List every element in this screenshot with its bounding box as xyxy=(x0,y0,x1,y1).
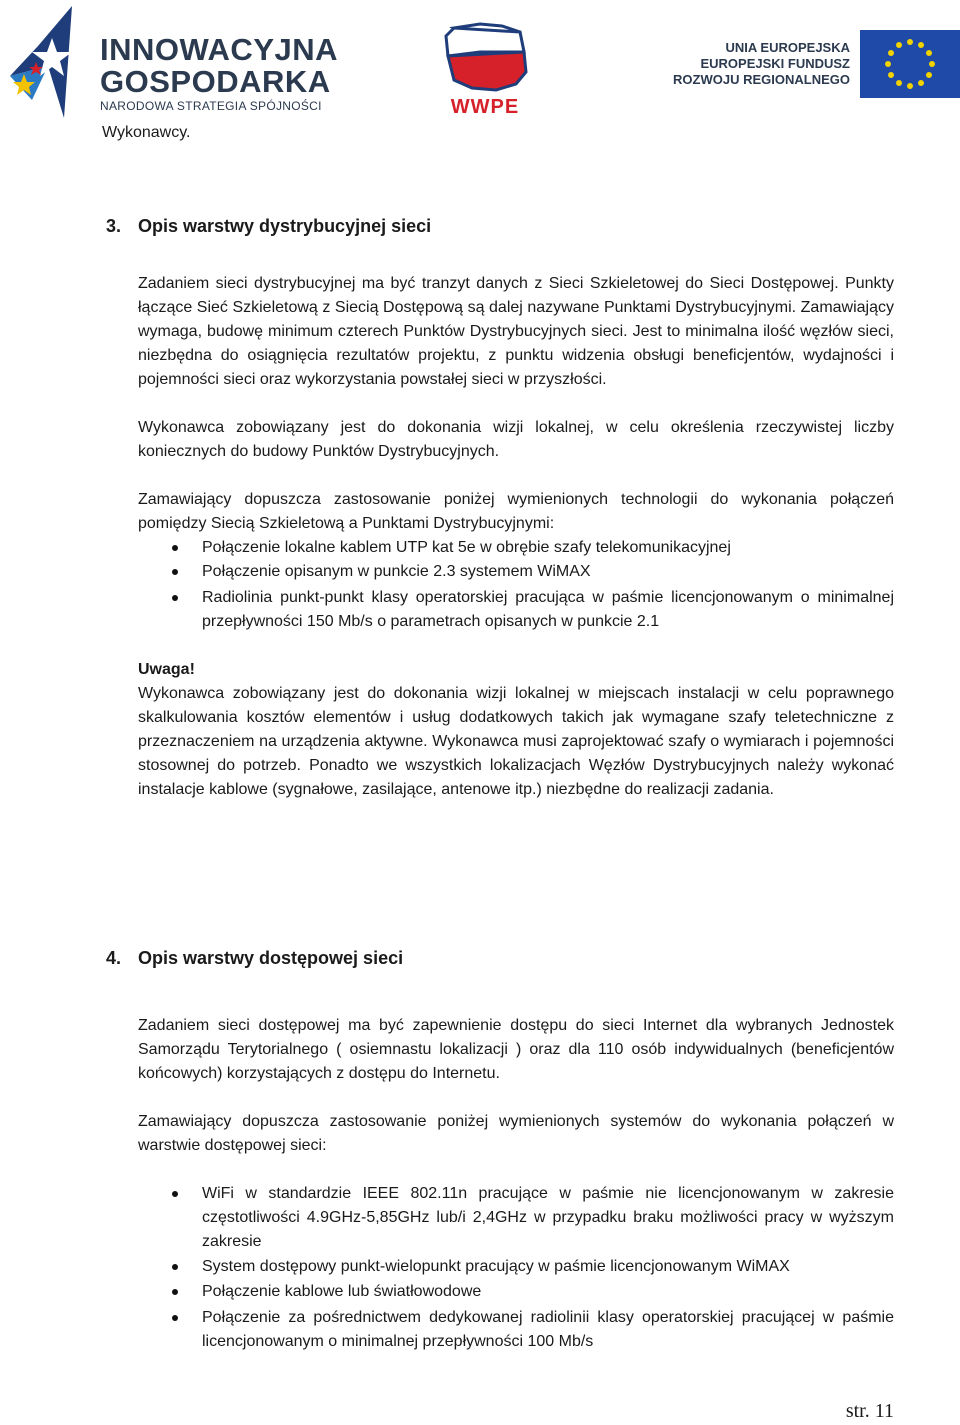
list-item-text: Radiolinia punkt-punkt klasy operatorskiej pracująca w paśmie licencjonowanym o minimalnej przepływności 150 Mb/s o parametrach opisanych w punkcie 2.1 xyxy=(202,589,894,630)
bullet-icon xyxy=(172,1264,178,1270)
bullet-icon xyxy=(172,545,178,551)
logo-ue-line2: EUROPEJSKI FUNDUSZ xyxy=(700,56,850,71)
list-item-text: Połączenie kablowe lub światłowodowe xyxy=(202,1283,482,1300)
innowacyjna-gospodarka-logo xyxy=(8,6,338,118)
logo-ig-line1: INNOWACYJNA xyxy=(100,32,339,67)
list-item-text: WiFi w standardzie IEEE 802.11n pracujące w paśmie nie licencjonowanym w zakresie częstotliwości 4.9GHz-5,85GHz lub/i 2,4GHz w przypadku braku możliwości pracy w wyższym zakresie xyxy=(202,1185,894,1250)
note-label: Uwaga! xyxy=(138,661,195,678)
section-4-paragraph-2: Zamawiający dopuszcza zastosowanie poniżej wymienionych systemów do wykonania połączeń w warstwie dostępowej sieci: xyxy=(138,1113,894,1154)
list-item xyxy=(138,1182,894,1254)
continuation-text: Wykonawcy. xyxy=(102,124,191,141)
list-item xyxy=(138,1306,894,1354)
list-item xyxy=(138,586,894,634)
section-4-number: 4. xyxy=(106,948,122,968)
star-emblem-icon xyxy=(8,6,98,118)
page-number: str. 11 xyxy=(845,1400,894,1422)
list-item xyxy=(138,1255,894,1279)
logo-ig-line3: NARODOWA STRATEGIA SPÓJNOŚCI xyxy=(100,99,322,113)
list-item xyxy=(138,560,894,584)
section-4-title: Opis warstwy dostępowej sieci xyxy=(138,948,404,968)
list-item xyxy=(138,536,894,560)
logo-ig-line2: GOSPODARKA xyxy=(100,64,331,99)
bullet-icon xyxy=(172,1191,178,1197)
bullet-icon xyxy=(172,1315,178,1321)
logo-ue-line3: ROZWOJU REGIONALNEGO xyxy=(673,72,850,87)
list-item-text: Połączenie lokalne kablem UTP kat 5e w obrębie szafy telekomunikacyjnej xyxy=(202,539,731,556)
list-item-text: Połączenie za pośrednictwem dedykowanej radiolinii klasy operatorskiej pracującej w paśmie licencjonowanym o minimalnej przepływności 100 Mb/s xyxy=(202,1309,894,1350)
eu-logo xyxy=(673,30,960,100)
section-4-paragraph-1: Zadaniem sieci dostępowej ma być zapewnienie dostępu do sieci Internet dla wybranych Jednostek Samorządu Terytorialnego ( osiemnastu lokalizacji ) oraz dla 110 osób indywidualnych (beneficjentów końcowych) korzystających z dostępu do Internetu. xyxy=(138,1017,894,1082)
wwpe-logo xyxy=(440,22,530,118)
logo-ue-line1: UNIA EUROPEJSKA xyxy=(725,40,850,55)
bullet-icon xyxy=(172,569,178,575)
note-paragraph: Wykonawca zobowiązany jest do dokonania wizji lokalnej w miejscach instalacji w celu poprawnego skalkulowania kosztów elementów i usług dodatkowych takich jak wymagane szafy teletechniczne z przeznaczeniem na urządzenia aktywne. Wykonawca musi zaprojektować szafy o wymiarach i pojemności stosownej do potrzeb. Ponadto we wszystkich lokalizacjach Węzłów Dystrybucyjnych należy wykonać instalacje kablowe (sygnałowe, zasilające, antenowe itp.) niezbędne do realizacji zadania. xyxy=(138,685,894,798)
section-3-paragraph-2: Wykonawca zobowiązany jest do dokonania wizji lokalnej, w celu określenia rzeczywistej liczby koniecznych do budowy Punktów Dystrybucyjnych. xyxy=(138,419,894,460)
section-3-paragraph-3: Zamawiający dopuszcza zastosowanie poniżej wymienionych technologii do wykonania połączeń pomiędzy Siecią Szkieletową a Punktami Dystrybucyjnymi: xyxy=(138,491,894,532)
list-item xyxy=(138,1280,894,1304)
list-item-text: System dostępowy punkt-wielopunkt pracujący w paśmie licencjonowanym WiMAX xyxy=(202,1258,790,1275)
section-3-title: Opis warstwy dystrybucyjnej sieci xyxy=(138,216,432,236)
bullet-icon xyxy=(172,595,178,601)
section-3-paragraph-1: Zadaniem sieci dystrybucyjnej ma być tranzyt danych z Sieci Szkieletowej do Sieci Dostępowej. Punkty łączące Sieć Szkieletową z Siecią Dostępową są dalej nazywane Punktami Dystrybucyjnymi. Zamawiający wymaga, budowę minimum czterech Punktów Dystrybucyjnych sieci. Jest to minimalna ilość węzłów sieci, niezbędna do osiągnięcia rezultatów projektu, z punktu widzenia obsługi beneficjentów, wydajności i pojemności sieci oraz wykorzystania powstałej sieci w przyszłości. xyxy=(138,275,894,388)
logo-wwpe-text: WWPE xyxy=(450,96,520,118)
list-item-text: Połączenie opisanym w punkcie 2.3 systemem WiMAX xyxy=(202,563,591,580)
poland-map-icon xyxy=(440,22,530,94)
section-3-number: 3. xyxy=(106,216,122,236)
eu-flag-icon xyxy=(860,30,960,98)
bullet-icon xyxy=(172,1289,178,1295)
